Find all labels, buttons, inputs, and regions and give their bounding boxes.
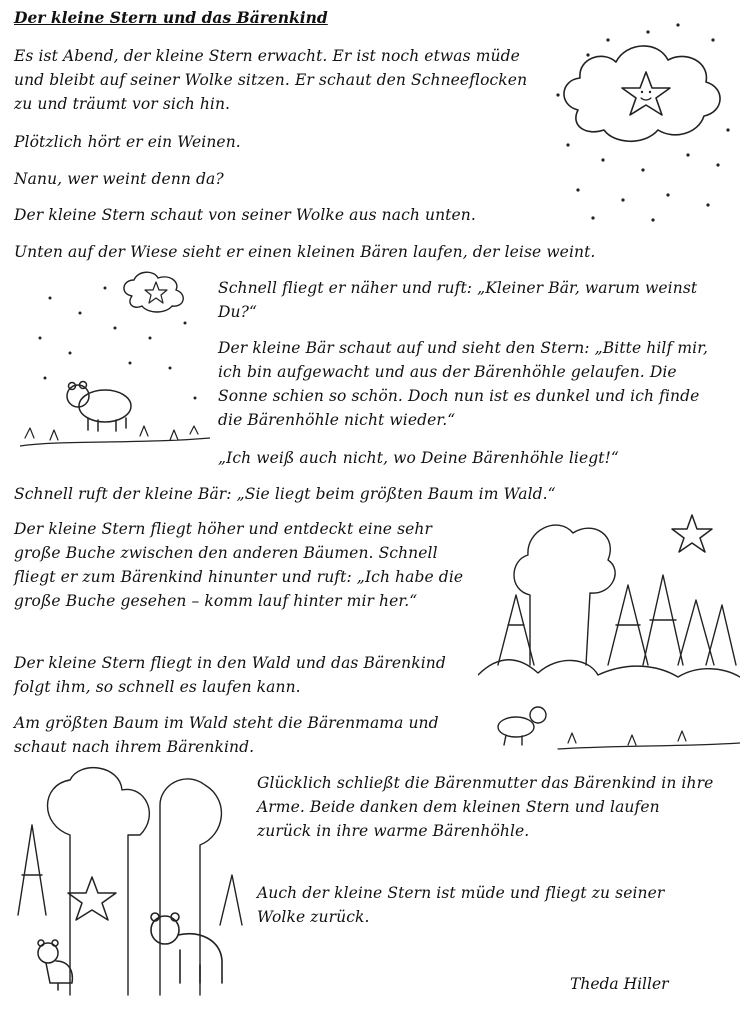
meadow-grass — [20, 426, 210, 446]
star-face — [622, 72, 670, 115]
ground-grass — [558, 731, 740, 749]
star-in-trees — [68, 877, 116, 920]
paragraph-13: Glücklich schließt die Bärenmutter das Bärenkind in ihre Arme. Beide danken dem kleinen Stern und laufen zurück in ihre warme Bärenhöhle. — [257, 774, 714, 840]
bear-cub-drawing — [67, 382, 131, 432]
paragraph-7: Der kleine Bär schaut auf und sieht den Stern: „Bitte hilf mir, ich bin aufgewacht und aus der Bärenhöhle gelaufen. Die Sonne schien so schön. Doch nun ist es dunkel und ich finde die Bärenhöhle nicht wieder.“ — [218, 339, 709, 429]
paragraph-1: Es ist Abend, der kleine Stern erwacht. Er ist noch etwas müde und bleibt auf seiner Wolke sitzen. Er schaut den Schneeflocken zu und träumt vor sich hin. — [14, 47, 528, 113]
paragraph-10: Der kleine Stern fliegt höher und entdeckt eine sehr große Buche zwischen den anderen Bäumen. Schnell fliegt er zum Bärenkind hinunter und ruft: „Ich habe die große Buche gesehen – komm lauf hinter mir her.“ — [14, 520, 464, 610]
bear-in-meadow-illustration — [20, 268, 210, 458]
story-title: Der kleine Stern und das Bärenkind — [14, 8, 328, 27]
author-signature: Theda Hiller — [570, 975, 669, 993]
small-bear-drawing — [498, 707, 546, 745]
paragraph-11: Der kleine Stern fliegt in den Wald und das Bärenkind folgt ihm, so schnell es laufen kann. — [14, 654, 446, 696]
bears-reunited-illustration — [10, 765, 245, 1000]
star-in-sky — [672, 515, 712, 552]
paragraph-5: Unten auf der Wiese sieht er einen kleinen Bären laufen, der leise weint. — [14, 243, 596, 261]
paragraph-4: Der kleine Stern schaut von seiner Wolke aus nach unten. — [14, 206, 476, 224]
forest-with-star-illustration — [478, 505, 740, 755]
small-cloud — [124, 272, 183, 312]
star-on-cloud-illustration — [548, 10, 738, 230]
paragraph-12: Am größten Baum im Wald steht die Bärenmama und schaut nach ihrem Bärenkind. — [14, 714, 439, 756]
cloud-outline — [564, 46, 720, 141]
snowflakes — [556, 23, 729, 221]
forest-trees — [478, 525, 740, 677]
paragraph-14: Auch der kleine Stern ist müde und fliegt zu seiner Wolke zurück. — [257, 884, 665, 926]
paragraph-9: Schnell ruft der kleine Bär: „Sie liegt beim größten Baum im Wald.“ — [14, 485, 556, 503]
paragraph-6: Schnell fliegt er näher und ruft: „Kleiner Bär, warum weinst Du?“ — [218, 279, 698, 321]
snowflakes — [39, 287, 197, 400]
mama-bear-drawing — [151, 913, 222, 983]
paragraph-3: Nanu, wer weint denn da? — [14, 170, 224, 188]
paragraph-8: „Ich weiß auch nicht, wo Deine Bärenhöhle liegt!“ — [218, 449, 619, 467]
paragraph-2: Plötzlich hört er ein Weinen. — [14, 133, 241, 151]
forest-trees — [18, 768, 242, 995]
small-star — [145, 282, 167, 303]
bear-cub-drawing — [38, 940, 72, 990]
